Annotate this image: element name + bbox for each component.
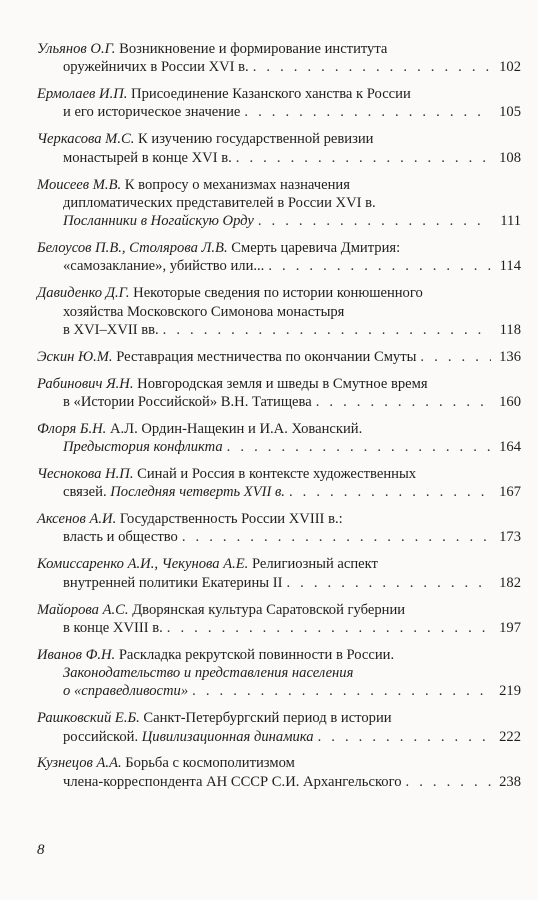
toc-dot-leader <box>236 149 491 167</box>
toc-entry-line <box>37 348 521 366</box>
toc-page-number: 238 <box>499 773 521 790</box>
toc-entry-line <box>37 393 521 411</box>
toc-entry-text <box>37 130 373 148</box>
toc-entry <box>37 239 521 276</box>
toc-italic-segment: о «справедливости» <box>63 683 189 700</box>
toc-entry-text <box>37 420 362 438</box>
toc-page-number: 105 <box>499 104 521 121</box>
toc-page-number: 197 <box>499 619 521 636</box>
toc-entry-text <box>63 619 163 637</box>
toc-dot-leader <box>163 321 491 339</box>
toc-entry-text <box>63 212 254 230</box>
toc-entry <box>37 555 521 592</box>
toc-entry-line <box>37 709 521 727</box>
toc-entry-text <box>37 284 423 302</box>
table-of-contents <box>37 40 521 800</box>
toc-text-segment: Раскладка рекрутской повинности в России. <box>115 646 395 663</box>
toc-entry-text <box>63 194 376 212</box>
toc-entry-text <box>63 321 159 339</box>
toc-text-segment: Возникновение и формирование института <box>115 41 388 57</box>
toc-dot-leader <box>227 438 491 456</box>
toc-entry-line <box>37 438 521 456</box>
toc-italic-segment: Рабинович Я.Н. <box>37 375 134 392</box>
toc-text-segment: К изучению государственной ревизии <box>134 131 374 148</box>
toc-italic-segment: Кузнецов А.А. <box>37 755 122 772</box>
toc-entry-text <box>63 257 264 275</box>
toc-italic-segment: Рашковский Е.Б. <box>37 710 140 727</box>
toc-dot-leader <box>286 574 491 592</box>
toc-entry-line <box>37 85 521 103</box>
toc-entry-text <box>37 40 387 58</box>
toc-entry-line <box>37 303 521 321</box>
toc-text-segment: К вопросу о механизмах назначения <box>121 176 350 193</box>
toc-entry-text <box>63 728 314 746</box>
toc-dot-leader <box>167 619 491 637</box>
toc-text-segment: Некоторые сведения по истории конюшенного <box>129 285 423 302</box>
toc-page-number: 114 <box>499 258 521 275</box>
toc-italic-segment: Ульянов О.Г. <box>37 41 116 57</box>
toc-entry-text <box>37 754 295 772</box>
toc-entry-text <box>63 682 188 700</box>
toc-entry-line <box>37 754 521 772</box>
toc-entry <box>37 85 521 122</box>
toc-text-segment: «самозаклание», убийство или... <box>63 258 265 275</box>
toc-text-segment: оружейничих в России XVI в. <box>63 59 249 76</box>
toc-entry-text <box>63 483 285 501</box>
toc-entry <box>37 754 521 791</box>
toc-page-number: 111 <box>500 213 521 230</box>
toc-entry-text <box>63 149 232 167</box>
toc-entry-text <box>37 375 428 393</box>
toc-entry-text <box>37 85 411 103</box>
toc-page-number: 118 <box>499 321 521 338</box>
toc-page-number: 160 <box>499 393 521 410</box>
toc-entry <box>37 510 521 547</box>
toc-text-segment: дипломатических представителей в России XVI в. <box>63 194 376 211</box>
toc-text-segment: хозяйства Московского Симонова монастыря <box>63 303 345 320</box>
toc-entry-text <box>37 465 416 483</box>
toc-entry-line <box>37 601 521 619</box>
toc-text-segment: Государственность России XVIII в.: <box>116 511 343 528</box>
toc-italic-segment: Черкасова М.С. <box>37 131 135 148</box>
toc-entry-line <box>37 483 521 501</box>
toc-entry-text <box>37 601 405 619</box>
toc-italic-segment: Последняя четверть XVII в. <box>110 484 285 501</box>
toc-dot-leader <box>182 528 491 546</box>
toc-dot-leader <box>258 212 491 230</box>
toc-entry-text <box>63 303 344 321</box>
toc-entry-line <box>37 58 521 76</box>
toc-entry <box>37 375 521 412</box>
toc-page-number: 102 <box>499 59 521 76</box>
toc-entry-text <box>37 510 343 528</box>
toc-italic-segment: Давиденко Д.Г. <box>37 285 130 302</box>
toc-page-number: 219 <box>499 683 521 700</box>
toc-entry-line <box>37 773 521 791</box>
toc-italic-segment: Майорова А.С. <box>37 601 129 618</box>
toc-text-segment: Борьба с космополитизмом <box>121 755 295 772</box>
toc-italic-segment: Моисеев М.В. <box>37 176 122 193</box>
toc-page-number: 136 <box>499 348 521 365</box>
toc-entry-text <box>63 574 282 592</box>
toc-text-segment: Новгородская земля и шведы в Смутное время <box>133 375 428 392</box>
toc-entry <box>37 465 521 502</box>
toc-entry-line <box>37 574 521 592</box>
toc-entry-text <box>63 773 402 791</box>
toc-italic-segment: Ермолаев И.П. <box>37 86 128 103</box>
toc-dot-leader <box>289 483 491 501</box>
toc-entry-line <box>37 103 521 121</box>
toc-page-number: 108 <box>499 149 521 166</box>
toc-entry-line <box>37 321 521 339</box>
toc-entry-line <box>37 420 521 438</box>
toc-entry-line <box>37 728 521 746</box>
toc-entry-line <box>37 646 521 664</box>
toc-entry-line <box>37 257 521 275</box>
toc-entry-line <box>37 176 521 194</box>
toc-italic-segment: Цивилизационная динамика <box>141 728 314 745</box>
toc-entry <box>37 284 521 339</box>
toc-italic-segment: Иванов Ф.Н. <box>37 646 116 663</box>
toc-dot-leader <box>318 728 491 746</box>
toc-entry-line <box>37 40 521 58</box>
toc-entry <box>37 40 521 77</box>
toc-entry-line <box>37 149 521 167</box>
toc-page-number: 222 <box>499 728 521 745</box>
toc-entry <box>37 646 521 701</box>
toc-entry-line <box>37 212 521 230</box>
toc-dot-leader <box>268 257 491 275</box>
toc-entry-line <box>37 619 521 637</box>
toc-italic-segment: Чеснокова Н.П. <box>37 465 134 482</box>
toc-page-number: 182 <box>499 574 521 591</box>
toc-entry-text <box>37 239 400 257</box>
toc-dot-leader <box>316 393 491 411</box>
toc-entry <box>37 709 521 746</box>
toc-entry-line <box>37 130 521 148</box>
toc-italic-segment: Посланники в Ногайскую Орду <box>63 213 254 230</box>
toc-text-segment: Санкт-Петербургский период в истории <box>139 710 392 727</box>
toc-text-segment: Дворянская культура Саратовской губернии <box>128 601 406 618</box>
toc-entry-line <box>37 239 521 257</box>
toc-italic-segment: Аксенов А.И. <box>37 511 117 528</box>
toc-text-segment: Присоединение Казанского ханства к России <box>127 86 411 103</box>
toc-text-segment: Смерть царевича Дмитрия: <box>227 240 401 257</box>
toc-entry-text <box>63 528 178 546</box>
toc-text-segment: власть и общество <box>63 529 178 546</box>
toc-dot-leader <box>244 103 491 121</box>
toc-text-segment: Реставрация местничества по окончании Смуты <box>112 348 417 365</box>
toc-entry-line <box>37 682 521 700</box>
toc-entry <box>37 348 521 366</box>
toc-italic-segment: Предыстория конфликта <box>63 439 223 456</box>
toc-italic-segment: Законодательство и представления населения <box>63 665 354 682</box>
toc-text-segment: монастырей в конце XVI в. <box>63 149 232 166</box>
page-number: 8 <box>37 842 45 858</box>
toc-entry-text <box>37 555 378 573</box>
toc-entry-line <box>37 528 521 546</box>
toc-entry-text <box>63 664 353 682</box>
toc-text-segment: в конце XVIII в. <box>63 619 163 636</box>
toc-text-segment: связей. <box>63 484 111 501</box>
toc-italic-segment: Комиссаренко А.И., Чекунова А.Е. <box>37 556 249 573</box>
toc-entry-text <box>37 646 394 664</box>
toc-text-segment: Синай и Россия в контексте художественных <box>133 465 417 482</box>
toc-italic-segment: Флоря Б.Н. <box>37 420 107 437</box>
toc-text-segment: в XVI–XVII вв. <box>63 321 159 338</box>
toc-text-segment: члена-корреспондента АН СССР С.И. Архангельского <box>63 773 402 790</box>
toc-dot-leader <box>253 58 491 76</box>
toc-text-segment: в «Истории Российской» В.Н. Татищева <box>63 393 312 410</box>
toc-entry-line <box>37 555 521 573</box>
toc-entry-text <box>63 58 249 76</box>
toc-entry-text <box>63 438 223 456</box>
toc-dot-leader <box>420 348 491 366</box>
toc-entry <box>37 176 521 231</box>
toc-dot-leader <box>192 682 491 700</box>
toc-entry-text <box>63 393 312 411</box>
toc-entry <box>37 601 521 638</box>
toc-entry-line <box>37 194 521 212</box>
toc-entry-text <box>37 709 392 727</box>
toc-entry-text <box>63 103 240 121</box>
toc-page-number: 167 <box>499 484 521 501</box>
toc-text-segment: и его историческое значение <box>63 104 241 121</box>
toc-entry-line <box>37 510 521 528</box>
toc-text-segment: внутренней политики Екатерины II <box>63 574 283 591</box>
toc-text-segment: Религиозный аспект <box>248 556 378 573</box>
toc-dot-leader <box>406 773 491 791</box>
toc-entry-text <box>37 176 350 194</box>
toc-entry <box>37 420 521 457</box>
toc-text-segment: А.Л. Ордин-Нащекин и И.А. Хованский. <box>106 420 363 437</box>
toc-text-segment: российской. <box>63 728 142 745</box>
toc-italic-segment: Белоусов П.В., Столярова Л.В. <box>37 240 228 257</box>
toc-entry <box>37 130 521 167</box>
toc-page-number: 164 <box>499 439 521 456</box>
toc-page-number: 173 <box>499 529 521 546</box>
toc-entry-line <box>37 284 521 302</box>
toc-entry-line <box>37 664 521 682</box>
toc-entry-line <box>37 465 521 483</box>
toc-entry-text <box>37 348 416 366</box>
toc-italic-segment: Эскин Ю.М. <box>37 348 113 365</box>
toc-entry-line <box>37 375 521 393</box>
